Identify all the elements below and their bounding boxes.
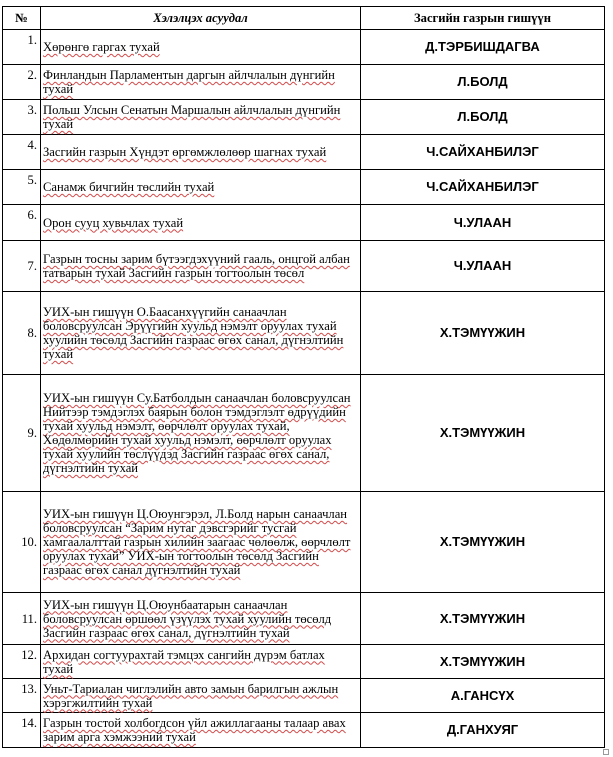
row-topic	[41, 30, 361, 65]
row-number: 11.	[3, 593, 41, 645]
row-topic	[41, 292, 361, 375]
row-number: 10.	[3, 492, 41, 593]
row-minister: Х.ТЭМҮҮЖИН	[361, 292, 605, 375]
row-number: 3.	[3, 100, 41, 135]
row-minister: Ч.УЛААН	[361, 241, 605, 292]
row-topic-text: Орон сууц хувьчлах тухай	[43, 215, 184, 230]
row-topic-text: УИХ-ын гишүүн Ц.Оюунбаатарын санаачлан боловсруулсан өршөөл үзүүлэх тухай хуулийн төсөлд Засгийн газраас өгөх санал, дүгнэлтийн тухай	[43, 597, 332, 640]
table-row	[3, 292, 605, 375]
row-topic	[41, 645, 361, 679]
row-number: 12.	[3, 645, 41, 679]
table-row	[3, 241, 605, 292]
header-row	[3, 7, 605, 30]
table-row	[3, 205, 605, 241]
row-topic	[41, 65, 361, 100]
row-minister: Х.ТЭМҮҮЖИН	[361, 375, 605, 492]
row-number: 7.	[3, 241, 41, 292]
row-minister: Д.ГАНХУЯГ	[361, 713, 605, 748]
row-topic	[41, 593, 361, 645]
row-topic-text: УИХ-ын гишүүн Су.Батболдын санаачлан боловсруулсан Нийтээр тэмдэглэх баярын болон тэмдэглэлт өдрүүдийн тухай хуульд нэмэлт, өөрчлөлт оруулах тухай, Хөдөлмөрийн тухай хуульд нэмэлт, өөрчлөлт оруулах тухай хуулийн төслүүдэд Засгийн газраас өгөх санал, дүгнэлтийн тухай	[43, 391, 351, 475]
row-minister: Ч.САЙХАНБИЛЭГ	[361, 135, 605, 170]
table-row	[3, 100, 605, 135]
row-topic-text: УИХ-ын гишүүн Ц.Оюунгэрэл, Л.Болд нарын санаачлан боловсруулсан “Зарим нутаг дэвсгэрийг тусгай хамгаалалттай газрын хилийн заагаас чөлөөлж, өөрчлөлт оруулах тухай” УИХ-ын тогтоолын төсөлд Засгийн газраас өгөх санал дүгнэлтийн тухай	[43, 507, 351, 577]
agenda-table	[2, 6, 605, 748]
row-topic	[41, 170, 361, 205]
table-row	[3, 30, 605, 65]
table-row	[3, 375, 605, 492]
row-minister: А.ГАНСҮХ	[361, 679, 605, 713]
row-topic-text: УИХ-ын гишүүн О.Баасанхүүгийн санаачлан боловсруулсан Эрүүгийн хуульд нэмэлт оруулах тухай хуулийн төсөлд Засгийн газраас өгөх санал, дүгнэлтийн тухай	[43, 305, 344, 361]
table-row	[3, 593, 605, 645]
row-topic	[41, 135, 361, 170]
row-number: 2.	[3, 65, 41, 100]
table-row	[3, 492, 605, 593]
table-row	[3, 135, 605, 170]
header-topic: Хэлэлцэх асуудал	[41, 7, 361, 30]
row-topic-text: Газрын тосны зарим бүтээгдэхүүний гааль, онцгой албан татварын тухай Засгийн газрын тогтоолын төсөл	[43, 252, 350, 280]
row-topic	[41, 713, 361, 748]
resize-handle[interactable]	[603, 749, 609, 755]
row-topic-text: Газрын тостой холбогдсон үйл ажиллагааны талаар авах зарим арга хэмжээний тухай	[43, 716, 346, 744]
row-number: 9.	[3, 375, 41, 492]
row-topic-text: Хөрөнгө гаргах тухай	[43, 40, 160, 54]
row-minister: Х.ТЭМҮҮЖИН	[361, 492, 605, 593]
row-number: 14.	[3, 713, 41, 748]
row-topic	[41, 205, 361, 241]
row-topic	[41, 679, 361, 713]
row-topic-text: Санамж бичгийн төслийн тухай	[43, 180, 215, 194]
row-number: 4.	[3, 135, 41, 170]
row-topic-text: Финландын Парламентын даргын айлчлалын дүнгийн тухай	[43, 68, 335, 96]
row-minister: Ч.УЛААН	[361, 205, 605, 241]
row-topic-text: Засгийн газрын Хүндэт өргөмжлөлөөр шагнах тухай	[43, 145, 327, 159]
row-topic	[41, 100, 361, 135]
row-topic	[41, 241, 361, 292]
header-minister: Засгийн газрын гишүүн	[361, 7, 605, 30]
row-topic-text: Уньт-Тариалан чиглэлийн авто замын барилгын ажлын хэрэгжилтийн тухай	[43, 681, 339, 710]
row-topic-text: Архидан согтуурахтай тэмцэх сангийн дүрэм батлах тухай	[43, 647, 325, 676]
row-minister: Ч.САЙХАНБИЛЭГ	[361, 170, 605, 205]
row-minister: Д.ТЭРБИШДАГВА	[361, 30, 605, 65]
row-topic	[41, 375, 361, 492]
table-row	[3, 713, 605, 748]
table-row	[3, 645, 605, 679]
table-row	[3, 170, 605, 205]
row-number: 5.	[3, 170, 41, 205]
row-minister: Л.БОЛД	[361, 100, 605, 135]
row-minister: Х.ТЭМҮҮЖИН	[361, 645, 605, 679]
table-row	[3, 65, 605, 100]
header-number: №	[3, 7, 41, 30]
row-number: 8.	[3, 292, 41, 375]
row-minister: Х.ТЭМҮҮЖИН	[361, 593, 605, 645]
row-topic-text: Польш Улсын Сенатын Маршалын айлчлалын дүнгийн тухай	[43, 103, 341, 131]
row-number: 6.	[3, 205, 41, 241]
row-minister: Л.БОЛД	[361, 65, 605, 100]
row-number: 13.	[3, 679, 41, 713]
table-row	[3, 679, 605, 713]
row-topic	[41, 492, 361, 593]
row-number: 1.	[3, 30, 41, 65]
